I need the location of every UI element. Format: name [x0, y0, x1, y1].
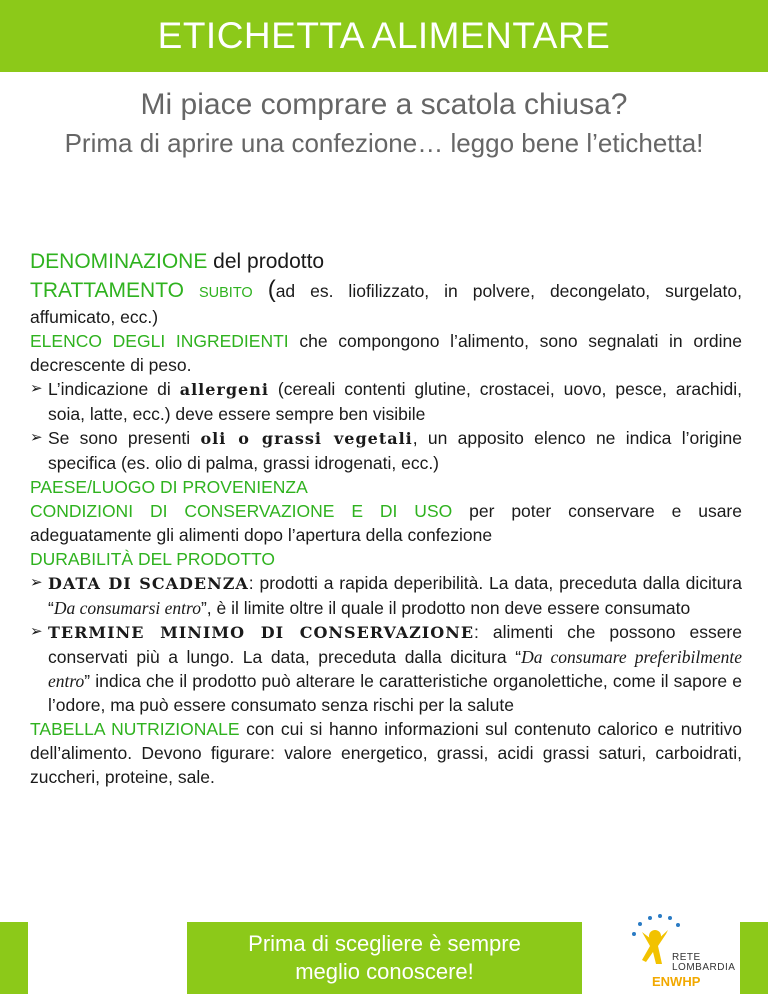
logo-text-rete: RETE	[672, 952, 701, 963]
enwhp-logo	[622, 912, 740, 994]
item-trattamento: TRATTAMENTO SUBITO (ad es. liofilizzato, in polvere, decongelato, surgelato, affumicato, ecc.)	[30, 276, 742, 327]
item-paese	[30, 475, 742, 499]
arrow-bullet-icon: ➢	[30, 429, 43, 446]
term-subito: SUBITO	[198, 285, 253, 301]
bullet-allergeni: ➢ L’indicazione di allergeni (cereali contenti glutine, crostacei, uovo, pesce, arachidi, soia, latte, ecc.) deve essere sempre ben visibile	[30, 379, 743, 424]
arrow-bullet-icon: ➢	[30, 574, 43, 591]
intro-question: Mi piace comprare a scatola chiusa?	[140, 88, 628, 121]
header-banner	[0, 0, 768, 72]
arrow-bullet-icon: ➢	[30, 380, 43, 397]
bullet-data-scadenza: ➢ DATA DI SCADENZA: prodotti a rapida deperibilità. La data, preceduta dalla dicitura “Da consumarsi entro”, è il limite oltre il quale il prodotto non deve essere consumato	[30, 573, 742, 618]
term-tabella: TABELLA NUTRIZIONALE	[30, 719, 240, 739]
bullet-termine-minimo: ➢ TERMINE MINIMO DI CONSERVAZIONE: alimenti che possono essere conservati più a lungo. La data, preceduta dalla dicitura “Da consumare preferibilmente entro” indica che il prodotto può alterare le caratteristiche organolettiche, come il sapore e l’odore, ma può essere consumato senza rischi per la salute	[30, 622, 742, 715]
item-durabilita	[30, 547, 742, 571]
footer-banner	[187, 922, 582, 994]
term-trattamento: TRATTAMENTO	[30, 279, 184, 302]
term-condizioni: CONDIZIONI DI CONSERVAZIONE E DI USO	[30, 501, 453, 521]
intro-advice: Prima di aprire una confezione… leggo bene l’etichetta!	[64, 128, 704, 158]
footer-line-1: Prima di scegliere è sempre	[248, 931, 521, 956]
logo-text-enwhp: ENWHP	[652, 974, 701, 989]
label-info-content	[30, 250, 742, 789]
term-paese: PAESE/LUOGO DI PROVENIENZA	[30, 477, 308, 497]
item-denominazione: DENOMINAZIONE del prodotto	[30, 250, 325, 273]
footer-accent-right	[740, 922, 768, 994]
logo-text-lombardia: LOMBARDIA	[672, 962, 736, 973]
page-title: ETICHETTA ALIMENTARE	[157, 15, 611, 56]
item-condizioni: CONDIZIONI DI CONSERVAZIONE E DI USO per poter conservare e usare adeguatamente gli alimenti dopo l’apertura della confezione	[30, 501, 742, 545]
bullet-oli-grassi: ➢ Se sono presenti oli o grassi vegetali, un apposito elenco ne indica l’origine specifica (es. olio di palma, grassi idrogenati, ecc.)	[30, 428, 743, 473]
footer-line-2: meglio conoscere!	[295, 959, 474, 984]
term-durabilita: DURABILITÀ DEL PRODOTTO	[30, 549, 276, 569]
term-denominazione: DENOMINAZIONE	[30, 250, 208, 273]
term-ingredienti: ELENCO DEGLI INGREDIENTI	[30, 331, 289, 351]
item-ingredienti: ELENCO DEGLI INGREDIENTI che compongono l’alimento, sono segnalati in ordine decrescente di peso.	[30, 331, 742, 375]
item-tabella: TABELLA NUTRIZIONALE con cui si hanno informazioni sul contenuto calorico e nutritivo dell’alimento. Devono figurare: valore energetico, grassi, acidi grassi saturi, carboidrati, zuccheri, proteine, sale.	[30, 719, 742, 787]
arrow-bullet-icon: ➢	[30, 623, 43, 640]
footer-accent-left	[0, 922, 28, 994]
